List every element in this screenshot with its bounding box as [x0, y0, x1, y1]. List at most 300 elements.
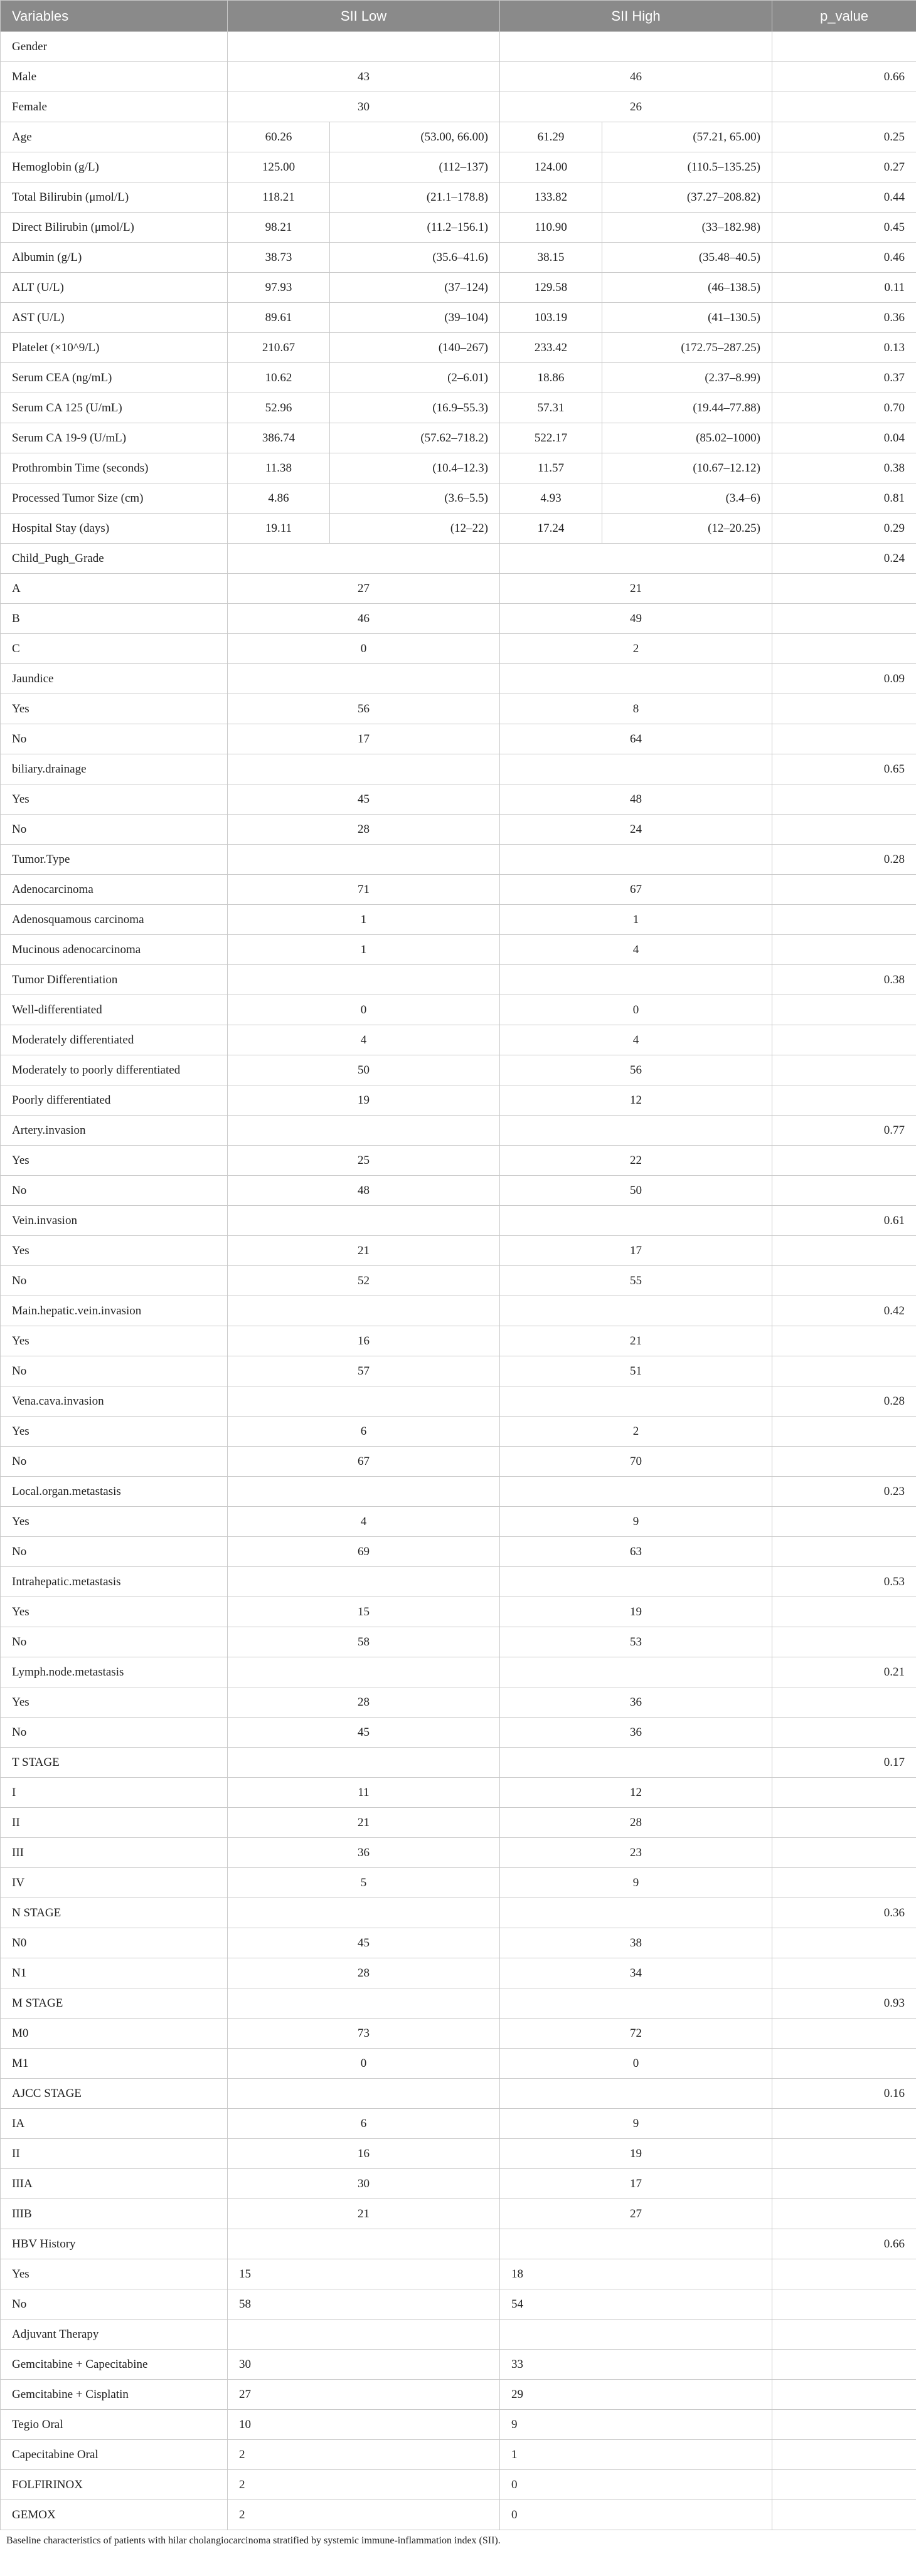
- p-value-cell: [772, 634, 916, 664]
- sii-high-count: 0: [500, 2500, 772, 2530]
- variable-label: I: [1, 1778, 228, 1808]
- p-value-cell: 0.24: [772, 544, 916, 574]
- table-row: [1, 2199, 916, 2229]
- sii-high-count: 22: [500, 1146, 772, 1176]
- p-value-cell: 0.28: [772, 845, 916, 875]
- variable-label: No: [1, 1266, 228, 1296]
- table-row: [1, 634, 916, 664]
- sii-high-median: 18.86: [500, 363, 602, 393]
- sii-high-count: 17: [500, 1236, 772, 1266]
- sii-high-count: 18: [500, 2259, 772, 2289]
- sii-low-count: 27: [228, 2380, 500, 2410]
- sii-low-count: 57: [228, 1356, 500, 1386]
- p-value-cell: [772, 92, 916, 122]
- p-value-cell: [772, 32, 916, 62]
- table-row: [1, 1236, 916, 1266]
- variable-label: IIIA: [1, 2169, 228, 2199]
- group-row: [1, 1296, 916, 1326]
- sii-high-count: 1: [500, 2440, 772, 2470]
- sii-high-median: 233.42: [500, 333, 602, 363]
- sii-high-cell: [500, 965, 772, 995]
- sii-high-count: 9: [500, 2109, 772, 2139]
- sii-low-median: 11.38: [228, 453, 330, 483]
- sii-low-cell: [228, 2079, 500, 2109]
- sii-low-range: (53.00, 66.00): [330, 122, 500, 152]
- sii-low-count: 4: [228, 1507, 500, 1537]
- group-row: [1, 1898, 916, 1928]
- sii-low-count: 28: [228, 815, 500, 845]
- sii-high-median: 11.57: [500, 453, 602, 483]
- sii-high-count: 0: [500, 2470, 772, 2500]
- variable-label: HBV History: [1, 2229, 228, 2259]
- sii-low-range: (10.4–12.3): [330, 453, 500, 483]
- sii-high-cell: [500, 2320, 772, 2350]
- table-row: [1, 1025, 916, 1055]
- sii-high-count: 9: [500, 1507, 772, 1537]
- sii-low-count: 58: [228, 1627, 500, 1657]
- sii-low-median: 52.96: [228, 393, 330, 423]
- sii-high-cell: [500, 1567, 772, 1597]
- p-value-cell: [772, 2109, 916, 2139]
- variable-label: Gender: [1, 32, 228, 62]
- p-value-cell: [772, 2259, 916, 2289]
- table-row: [1, 1146, 916, 1176]
- sii-high-cell: [500, 664, 772, 694]
- table-row: [1, 423, 916, 453]
- sii-low-count: 11: [228, 1778, 500, 1808]
- table-row: [1, 1808, 916, 1838]
- variable-label: No: [1, 1356, 228, 1386]
- variable-label: No: [1, 815, 228, 845]
- sii-low-median: 60.26: [228, 122, 330, 152]
- p-value-cell: [772, 1537, 916, 1567]
- table-row: [1, 1176, 916, 1206]
- variable-label: Processed Tumor Size (cm): [1, 483, 228, 514]
- group-row: [1, 1206, 916, 1236]
- sii-low-count: 10: [228, 2410, 500, 2440]
- variable-label: Adenosquamous carcinoma: [1, 905, 228, 935]
- sii-low-median: 210.67: [228, 333, 330, 363]
- variable-label: B: [1, 604, 228, 634]
- sii-high-count: 1: [500, 905, 772, 935]
- sii-high-count: 24: [500, 815, 772, 845]
- table-row: [1, 363, 916, 393]
- table-body: [1, 32, 916, 2530]
- p-value-cell: [772, 2350, 916, 2380]
- variable-label: IA: [1, 2109, 228, 2139]
- table-row: [1, 1507, 916, 1537]
- sii-high-cell: [500, 2229, 772, 2259]
- header-p-value: p_value: [772, 1, 916, 32]
- sii-low-count: 21: [228, 1808, 500, 1838]
- sii-high-count: 19: [500, 1597, 772, 1627]
- group-row: [1, 1988, 916, 2019]
- sii-high-count: 9: [500, 1868, 772, 1898]
- p-value-cell: [772, 1597, 916, 1627]
- sii-low-cell: [228, 664, 500, 694]
- table-row: [1, 784, 916, 815]
- sii-low-count: 0: [228, 995, 500, 1025]
- variable-label: IIIB: [1, 2199, 228, 2229]
- sii-low-cell: [228, 1748, 500, 1778]
- table-row: [1, 694, 916, 724]
- sii-low-count: 5: [228, 1868, 500, 1898]
- sii-low-cell: [228, 1206, 500, 1236]
- p-value-cell: [772, 1718, 916, 1748]
- sii-low-count: 25: [228, 1146, 500, 1176]
- variable-label: II: [1, 2139, 228, 2169]
- variable-label: Total Bilirubin (μmol/L): [1, 182, 228, 213]
- p-value-cell: 0.27: [772, 152, 916, 182]
- table-row: [1, 213, 916, 243]
- sii-high-count: 12: [500, 1085, 772, 1116]
- p-value-cell: 0.36: [772, 1898, 916, 1928]
- sii-low-range: (37–124): [330, 273, 500, 303]
- sii-high-cell: [500, 32, 772, 62]
- sii-high-count: 0: [500, 2049, 772, 2079]
- table-row: [1, 995, 916, 1025]
- variable-label: Yes: [1, 1236, 228, 1266]
- sii-high-count: 46: [500, 62, 772, 92]
- sii-low-count: 15: [228, 2259, 500, 2289]
- table-caption: Baseline characteristics of patients with hilar cholangiocarcinoma stratified by systemic immune-inflammation index (SII).: [6, 2535, 501, 2546]
- variable-label: Serum CEA (ng/mL): [1, 363, 228, 393]
- sii-low-count: 16: [228, 1326, 500, 1356]
- sii-low-count: 2: [228, 2470, 500, 2500]
- sii-high-range: (2.37–8.99): [602, 363, 772, 393]
- sii-low-count: 45: [228, 784, 500, 815]
- p-value-cell: [772, 724, 916, 754]
- table-row: [1, 1838, 916, 1868]
- p-value-cell: [772, 2199, 916, 2229]
- sii-low-cell: [228, 1477, 500, 1507]
- sii-low-range: (35.6–41.6): [330, 243, 500, 273]
- variable-label: Jaundice: [1, 664, 228, 694]
- variable-label: ALT (U/L): [1, 273, 228, 303]
- sii-high-cell: [500, 1296, 772, 1326]
- sii-low-range: (2–6.01): [330, 363, 500, 393]
- p-value-cell: 0.09: [772, 664, 916, 694]
- table-row: [1, 935, 916, 965]
- sii-high-count: 2: [500, 634, 772, 664]
- variable-label: FOLFIRINOX: [1, 2470, 228, 2500]
- p-value-cell: [772, 2470, 916, 2500]
- variable-label: Yes: [1, 1146, 228, 1176]
- group-row: [1, 845, 916, 875]
- p-value-cell: [772, 1507, 916, 1537]
- p-value-cell: [772, 1928, 916, 1958]
- p-value-cell: [772, 1055, 916, 1085]
- sii-low-count: 46: [228, 604, 500, 634]
- sii-low-cell: [228, 1988, 500, 2019]
- table-row: [1, 393, 916, 423]
- p-value-cell: [772, 1778, 916, 1808]
- p-value-cell: 0.61: [772, 1206, 916, 1236]
- sii-low-count: 36: [228, 1838, 500, 1868]
- variable-label: No: [1, 1447, 228, 1477]
- sii-low-count: 56: [228, 694, 500, 724]
- sii-low-count: 48: [228, 1176, 500, 1206]
- variable-label: Tegio Oral: [1, 2410, 228, 2440]
- sii-low-cell: [228, 1657, 500, 1687]
- table-row: [1, 815, 916, 845]
- variable-label: Direct Bilirubin (μmol/L): [1, 213, 228, 243]
- variable-label: Vein.invasion: [1, 1206, 228, 1236]
- header-variables: Variables: [1, 1, 228, 32]
- variable-label: Hospital Stay (days): [1, 514, 228, 544]
- p-value-cell: 0.04: [772, 423, 916, 453]
- p-value-cell: 0.36: [772, 303, 916, 333]
- table-row: [1, 905, 916, 935]
- variable-label: M STAGE: [1, 1988, 228, 2019]
- table-row: [1, 1868, 916, 1898]
- sii-high-cell: [500, 1988, 772, 2019]
- group-row: [1, 1116, 916, 1146]
- variable-label: No: [1, 1176, 228, 1206]
- variable-label: Yes: [1, 2259, 228, 2289]
- sii-high-count: 64: [500, 724, 772, 754]
- sii-low-count: 2: [228, 2500, 500, 2530]
- sii-low-count: 30: [228, 2350, 500, 2380]
- p-value-cell: [772, 2440, 916, 2470]
- p-value-cell: [772, 1266, 916, 1296]
- sii-high-count: 23: [500, 1838, 772, 1868]
- variable-label: Platelet (×10^9/L): [1, 333, 228, 363]
- p-value-cell: [772, 905, 916, 935]
- sii-low-cell: [228, 32, 500, 62]
- sii-high-count: 19: [500, 2139, 772, 2169]
- p-value-cell: [772, 2019, 916, 2049]
- p-value-cell: [772, 574, 916, 604]
- sii-low-median: 4.86: [228, 483, 330, 514]
- header-sii-high: SII High: [500, 1, 772, 32]
- sii-low-median: 386.74: [228, 423, 330, 453]
- sii-high-count: 51: [500, 1356, 772, 1386]
- table-row: [1, 1718, 916, 1748]
- p-value-cell: [772, 2169, 916, 2199]
- table-row: [1, 1055, 916, 1085]
- sii-high-count: 29: [500, 2380, 772, 2410]
- p-value-cell: 0.70: [772, 393, 916, 423]
- sii-high-count: 63: [500, 1537, 772, 1567]
- sii-low-count: 16: [228, 2139, 500, 2169]
- sii-low-range: (3.6–5.5): [330, 483, 500, 514]
- sii-low-count: 27: [228, 574, 500, 604]
- sii-low-range: (39–104): [330, 303, 500, 333]
- sii-high-range: (12–20.25): [602, 514, 772, 544]
- sii-low-count: 19: [228, 1085, 500, 1116]
- sii-high-count: 70: [500, 1447, 772, 1477]
- sii-low-count: 52: [228, 1266, 500, 1296]
- sii-high-range: (37.27–208.82): [602, 182, 772, 213]
- sii-high-count: 49: [500, 604, 772, 634]
- variable-label: Local.organ.metastasis: [1, 1477, 228, 1507]
- sii-low-cell: [228, 1567, 500, 1597]
- sii-high-median: 103.19: [500, 303, 602, 333]
- p-value-cell: [772, 875, 916, 905]
- sii-low-median: 19.11: [228, 514, 330, 544]
- header-row: [1, 1, 916, 32]
- table-row: [1, 514, 916, 544]
- p-value-cell: [772, 995, 916, 1025]
- sii-high-cell: [500, 1386, 772, 1417]
- group-row: [1, 1386, 916, 1417]
- table-row: [1, 1447, 916, 1477]
- sii-low-range: (112–137): [330, 152, 500, 182]
- variable-label: Yes: [1, 694, 228, 724]
- sii-high-range: (10.67–12.12): [602, 453, 772, 483]
- sii-high-cell: [500, 1477, 772, 1507]
- variable-label: AJCC STAGE: [1, 2079, 228, 2109]
- table-row: [1, 1537, 916, 1567]
- sii-low-range: (11.2–156.1): [330, 213, 500, 243]
- sii-high-cell: [500, 1657, 772, 1687]
- sii-high-median: 17.24: [500, 514, 602, 544]
- table-row: [1, 2410, 916, 2440]
- p-value-cell: 0.42: [772, 1296, 916, 1326]
- sii-high-median: 38.15: [500, 243, 602, 273]
- variable-label: Child_Pugh_Grade: [1, 544, 228, 574]
- variable-label: No: [1, 1537, 228, 1567]
- variable-label: N0: [1, 1928, 228, 1958]
- variable-label: Moderately differentiated: [1, 1025, 228, 1055]
- group-row: [1, 544, 916, 574]
- sii-high-median: 110.90: [500, 213, 602, 243]
- sii-high-cell: [500, 1116, 772, 1146]
- variable-label: Well-differentiated: [1, 995, 228, 1025]
- sii-high-count: 56: [500, 1055, 772, 1085]
- sii-low-count: 21: [228, 1236, 500, 1266]
- table-row: [1, 1928, 916, 1958]
- variable-label: Vena.cava.invasion: [1, 1386, 228, 1417]
- variable-label: Yes: [1, 1326, 228, 1356]
- variable-label: Albumin (g/L): [1, 243, 228, 273]
- sii-low-range: (12–22): [330, 514, 500, 544]
- sii-low-range: (16.9–55.3): [330, 393, 500, 423]
- sii-high-count: 21: [500, 1326, 772, 1356]
- sii-high-cell: [500, 1898, 772, 1928]
- sii-low-count: 45: [228, 1718, 500, 1748]
- variable-label: Serum CA 19-9 (U/mL): [1, 423, 228, 453]
- p-value-cell: [772, 1025, 916, 1055]
- sii-low-range: (57.62–718.2): [330, 423, 500, 453]
- sii-low-count: 15: [228, 1597, 500, 1627]
- sii-high-count: 4: [500, 935, 772, 965]
- sii-low-median: 89.61: [228, 303, 330, 333]
- variable-label: M1: [1, 2049, 228, 2079]
- sii-high-count: 36: [500, 1687, 772, 1718]
- variable-label: Female: [1, 92, 228, 122]
- sii-high-count: 28: [500, 1808, 772, 1838]
- p-value-cell: 0.16: [772, 2079, 916, 2109]
- sii-high-median: 57.31: [500, 393, 602, 423]
- p-value-cell: 0.38: [772, 453, 916, 483]
- variable-label: Yes: [1, 1507, 228, 1537]
- sii-low-cell: [228, 1898, 500, 1928]
- group-row: [1, 754, 916, 784]
- p-value-cell: 0.25: [772, 122, 916, 152]
- variable-label: Adjuvant Therapy: [1, 2320, 228, 2350]
- variable-label: Tumor Differentiation: [1, 965, 228, 995]
- p-value-cell: [772, 2049, 916, 2079]
- variable-label: Yes: [1, 1687, 228, 1718]
- table-row: [1, 483, 916, 514]
- variable-label: Gemcitabine + Cisplatin: [1, 2380, 228, 2410]
- group-row: [1, 1657, 916, 1687]
- sii-high-range: (41–130.5): [602, 303, 772, 333]
- sii-low-cell: [228, 754, 500, 784]
- p-value-cell: [772, 1085, 916, 1116]
- sii-low-count: 0: [228, 634, 500, 664]
- table-row: [1, 2139, 916, 2169]
- p-value-cell: 0.17: [772, 1748, 916, 1778]
- variable-label: No: [1, 1718, 228, 1748]
- p-value-cell: [772, 1356, 916, 1386]
- p-value-cell: 0.46: [772, 243, 916, 273]
- table-row: [1, 303, 916, 333]
- sii-low-count: 6: [228, 2109, 500, 2139]
- variable-label: M0: [1, 2019, 228, 2049]
- table-row: [1, 1958, 916, 1988]
- sii-low-median: 38.73: [228, 243, 330, 273]
- sii-high-cell: [500, 754, 772, 784]
- p-value-cell: 0.66: [772, 2229, 916, 2259]
- table-row: [1, 2380, 916, 2410]
- sii-high-count: 67: [500, 875, 772, 905]
- table-row: [1, 1266, 916, 1296]
- sii-high-count: 34: [500, 1958, 772, 1988]
- p-value-cell: [772, 1958, 916, 1988]
- p-value-cell: 0.66: [772, 62, 916, 92]
- variable-label: Yes: [1, 1417, 228, 1447]
- sii-high-range: (35.48–40.5): [602, 243, 772, 273]
- sii-low-count: 67: [228, 1447, 500, 1477]
- variable-label: Male: [1, 62, 228, 92]
- p-value-cell: 0.53: [772, 1567, 916, 1597]
- group-row: [1, 2079, 916, 2109]
- sii-low-range: (21.1–178.8): [330, 182, 500, 213]
- table-row: [1, 1326, 916, 1356]
- sii-low-cell: [228, 544, 500, 574]
- p-value-cell: [772, 784, 916, 815]
- sii-high-count: 8: [500, 694, 772, 724]
- table-row: [1, 1085, 916, 1116]
- sii-high-count: 72: [500, 2019, 772, 2049]
- table-row: [1, 2259, 916, 2289]
- table-row: [1, 1627, 916, 1657]
- sii-high-count: 0: [500, 995, 772, 1025]
- variable-label: N STAGE: [1, 1898, 228, 1928]
- table-row: [1, 333, 916, 363]
- sii-high-range: (85.02–1000): [602, 423, 772, 453]
- variable-label: II: [1, 1808, 228, 1838]
- variable-label: N1: [1, 1958, 228, 1988]
- p-value-cell: [772, 1447, 916, 1477]
- sii-low-cell: [228, 1296, 500, 1326]
- sii-low-count: 43: [228, 62, 500, 92]
- table-row: [1, 2289, 916, 2320]
- sii-high-cell: [500, 544, 772, 574]
- p-value-cell: [772, 2410, 916, 2440]
- sii-high-cell: [500, 845, 772, 875]
- p-value-cell: 0.13: [772, 333, 916, 363]
- sii-high-median: 124.00: [500, 152, 602, 182]
- group-row: [1, 1567, 916, 1597]
- variable-label: Lymph.node.metastasis: [1, 1657, 228, 1687]
- sii-low-count: 17: [228, 724, 500, 754]
- variable-label: Serum CA 125 (U/mL): [1, 393, 228, 423]
- p-value-cell: [772, 2380, 916, 2410]
